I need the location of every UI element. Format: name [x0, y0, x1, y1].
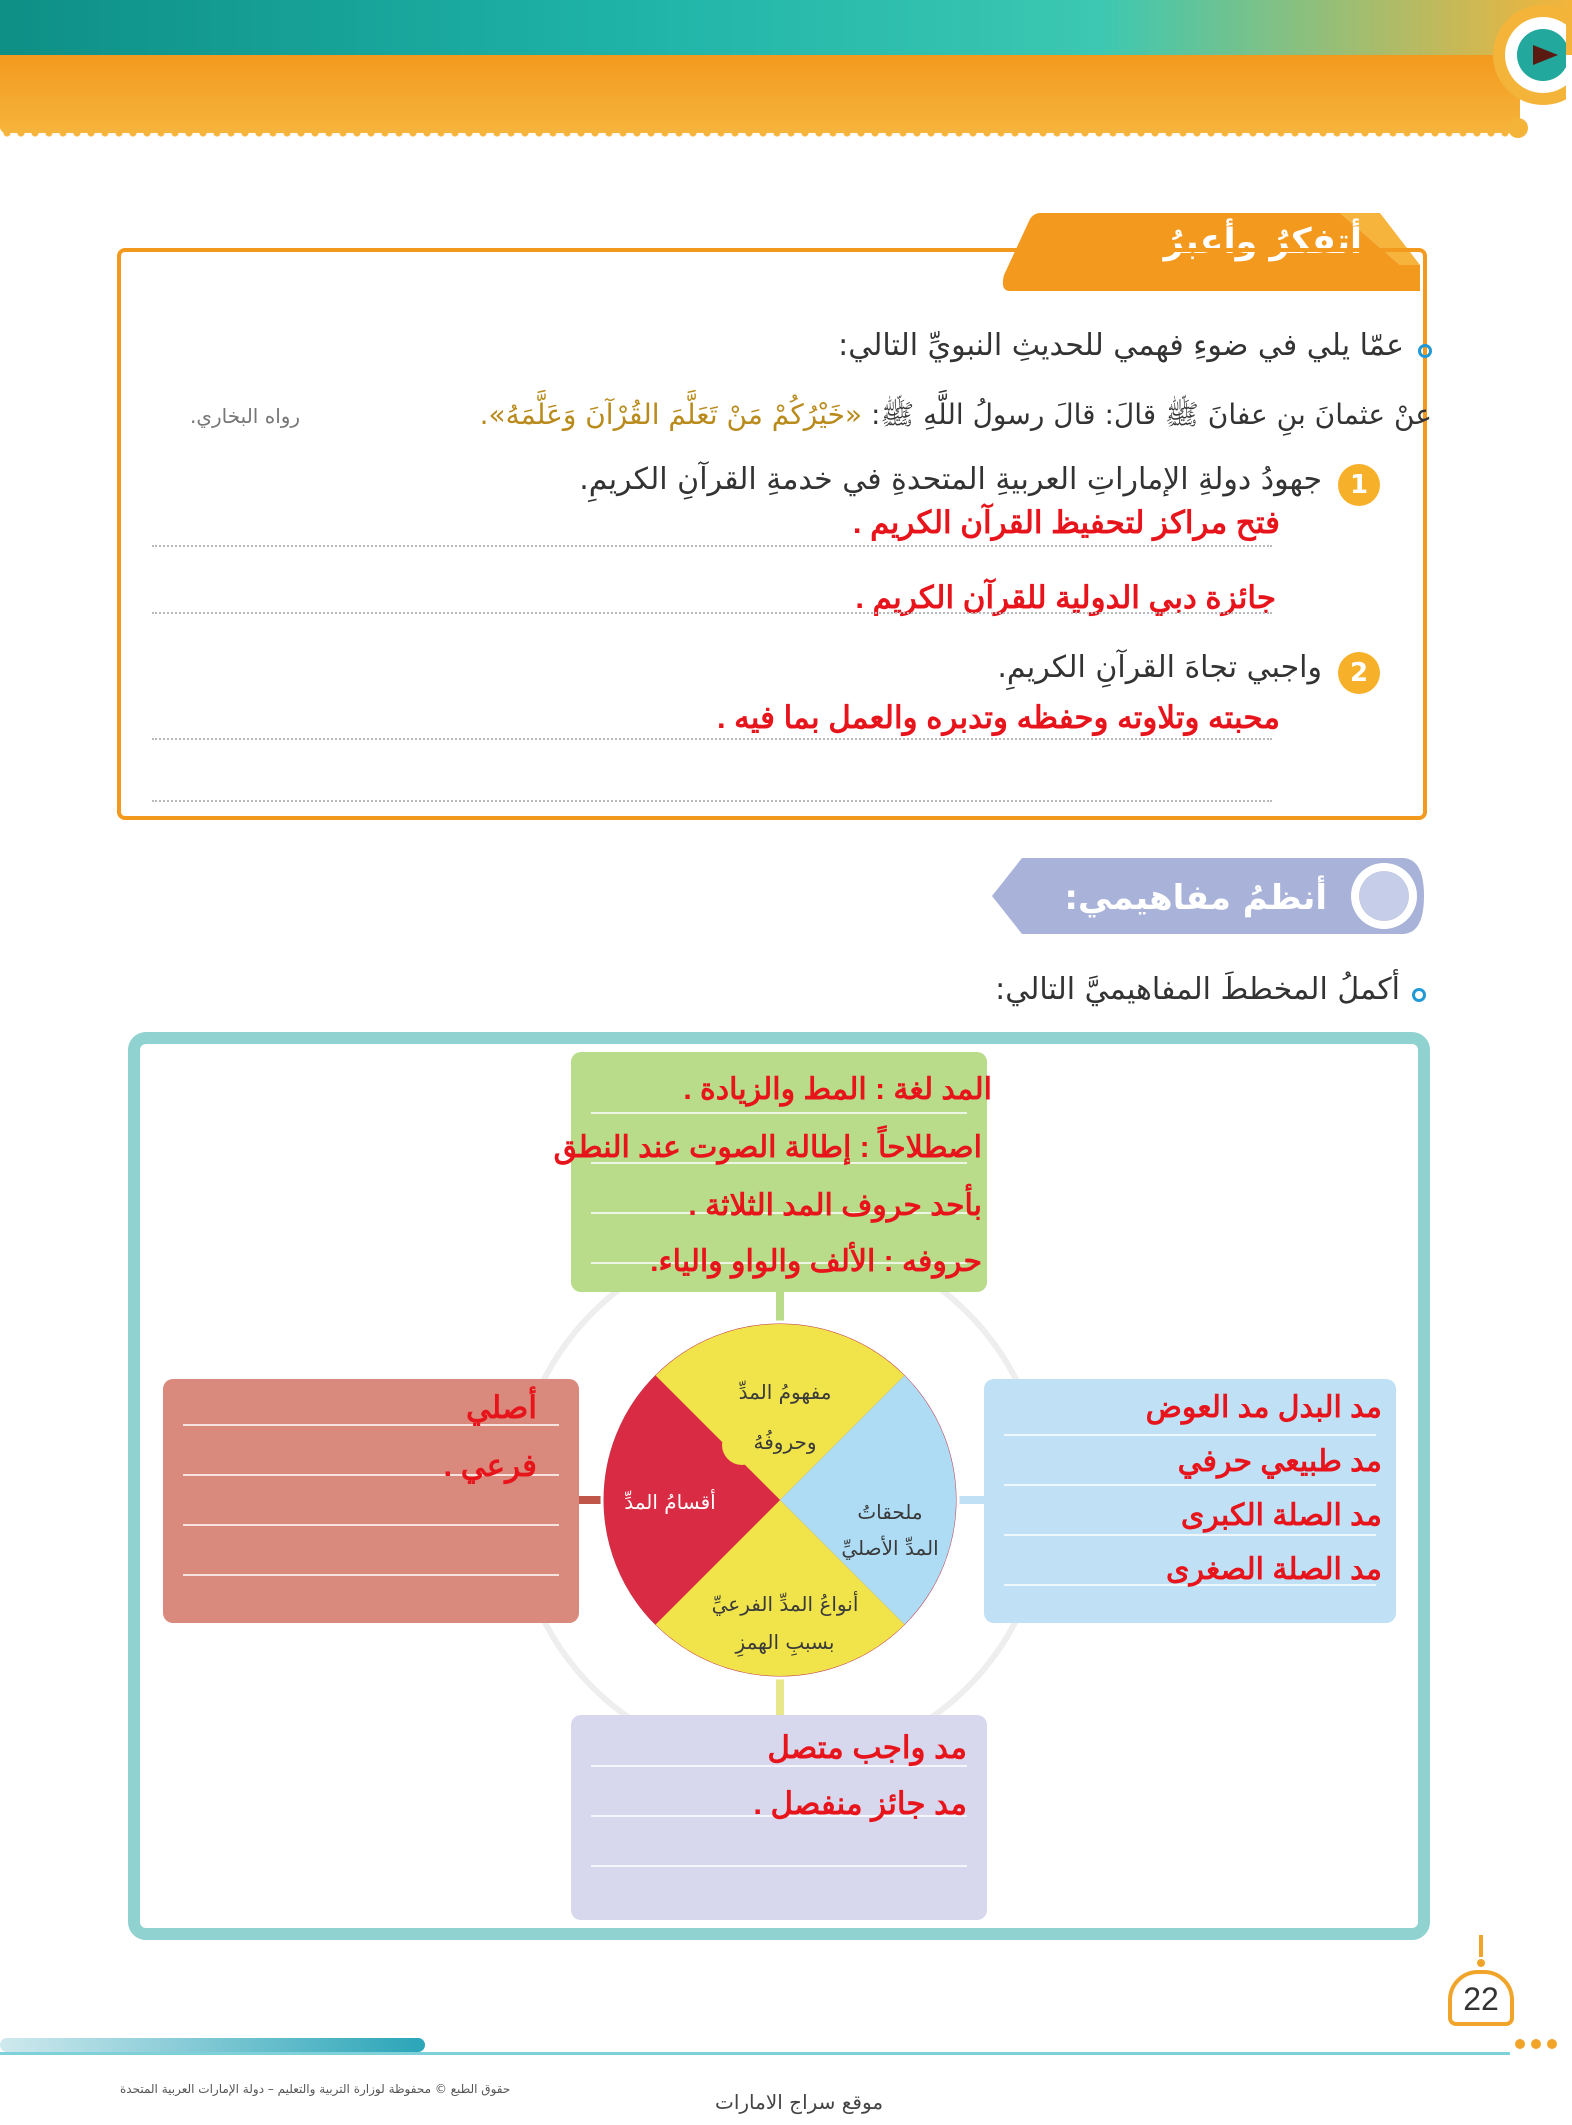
header-teal-band [0, 0, 1572, 55]
definition-line-3[interactable]: بأحد حروف المد الثلاثة . [688, 1189, 982, 1222]
narrator: رواه البخاري. [190, 404, 301, 428]
puzzle-right-line2: المدِّ الأصليِّ [841, 1536, 939, 1560]
section1-title: أتفكرُ وأعبرُ [1163, 222, 1362, 262]
question-2-number: 2 [1338, 652, 1380, 694]
copyright-text: حقوق الطبع © محفوظة لوزارة التربية والتعليم – دولة الإمارات العربية المتحدة [120, 2082, 511, 2096]
puzzle-top-line2: وحروفُهُ [753, 1430, 817, 1454]
puzzle-top-line1: مفهومُ المدِّ [738, 1380, 832, 1404]
page-number: 22 [1448, 1970, 1514, 2026]
answer-line [152, 738, 1272, 740]
question-2-answer[interactable]: محبته وتلاوته وحفظه وتدبره والعمل بما فيه . [716, 700, 1280, 735]
puzzle-right-line1: ملحقاتُ [857, 1500, 923, 1524]
appendages-line-3[interactable]: مد الصلة الكبرى [1180, 1499, 1382, 1532]
puzzle-bottom-line2: بسببِ الهمزِ [735, 1630, 835, 1654]
answer-line [152, 545, 1272, 547]
question-1-number: 1 [1338, 464, 1380, 506]
section2-intro: أكملُ المخططَ المفاهيميَّ التالي: [995, 972, 1400, 1007]
site-name: موقع سراج الامارات [715, 2090, 884, 2114]
appendages-line-2[interactable]: مد طبيعي حرفي [1177, 1445, 1382, 1478]
dots-ornament-icon [1512, 2036, 1562, 2052]
footer-line [0, 2052, 1510, 2055]
answer-line [152, 800, 1272, 802]
puzzle-bottom-line1: أنواعُ المدِّ الفرعيِّ [711, 1592, 859, 1616]
definition-line-4[interactable]: حروفه : الألف والواو والياء. [650, 1245, 982, 1278]
hadith-quote: «خَيْرُكُمْ مَنْ تَعَلَّمَ القُرْآنَ وَعَلَّمَهُ». [479, 398, 863, 431]
section2-title: أنظمُ مفاهيمي: [1064, 878, 1327, 918]
appendages-line-1[interactable]: مد البدل مد العوض [1145, 1391, 1382, 1424]
question-1-answer-1[interactable]: فتح مراكز لتحفيظ القرآن الكريم . [852, 505, 1280, 540]
header-dotted-edge [0, 126, 1520, 140]
hadith-line [480, 398, 1432, 438]
bullet-icon [1418, 344, 1432, 358]
rosette-ornament-icon [1488, 0, 1566, 150]
question-1-answer-2[interactable]: جائزة دبي الدولية للقرآن الكريم . [855, 580, 1276, 615]
lamp-drop-icon [1474, 1935, 1488, 1969]
divisions-line-1[interactable]: أصلي [465, 1390, 537, 1425]
puzzle-left: أقسامُ المدِّ [624, 1490, 716, 1514]
appendages-line-4[interactable]: مد الصلة الصغرى [1166, 1553, 1382, 1586]
section1-intro: عمّا يلي في ضوءِ فهمي للحديثِ النبويِّ التالي: [838, 328, 1404, 363]
answer-line [152, 612, 1272, 614]
footer-bar [0, 2038, 425, 2052]
definition-line-1[interactable]: المد لغة : المط والزيادة . [683, 1073, 992, 1106]
hadith-prefix: عنْ عثمانَ بنِ عفانَ ﷺ قالَ: قالَ رسولُ اللَّهِ ﷺ: [870, 398, 1432, 431]
bullet-icon [1412, 988, 1426, 1002]
question-1-text: جهودُ دولةِ الإماراتِ العربيةِ المتحدةِ في خدمةِ القرآنِ الكريمِ. [579, 462, 1322, 497]
types-line-1[interactable]: مد واجب متصل [767, 1730, 967, 1765]
divisions-line-2[interactable]: فرعي . [443, 1448, 537, 1483]
definition-line-2[interactable]: اصطلاحاً : إطالة الصوت عند النطق [553, 1131, 982, 1164]
question-2-text: واجبي تجاهَ القرآنِ الكريمِ. [997, 650, 1322, 685]
header-orange-band [0, 55, 1520, 133]
types-line-2[interactable]: مد جائز منفصل . [753, 1786, 967, 1821]
